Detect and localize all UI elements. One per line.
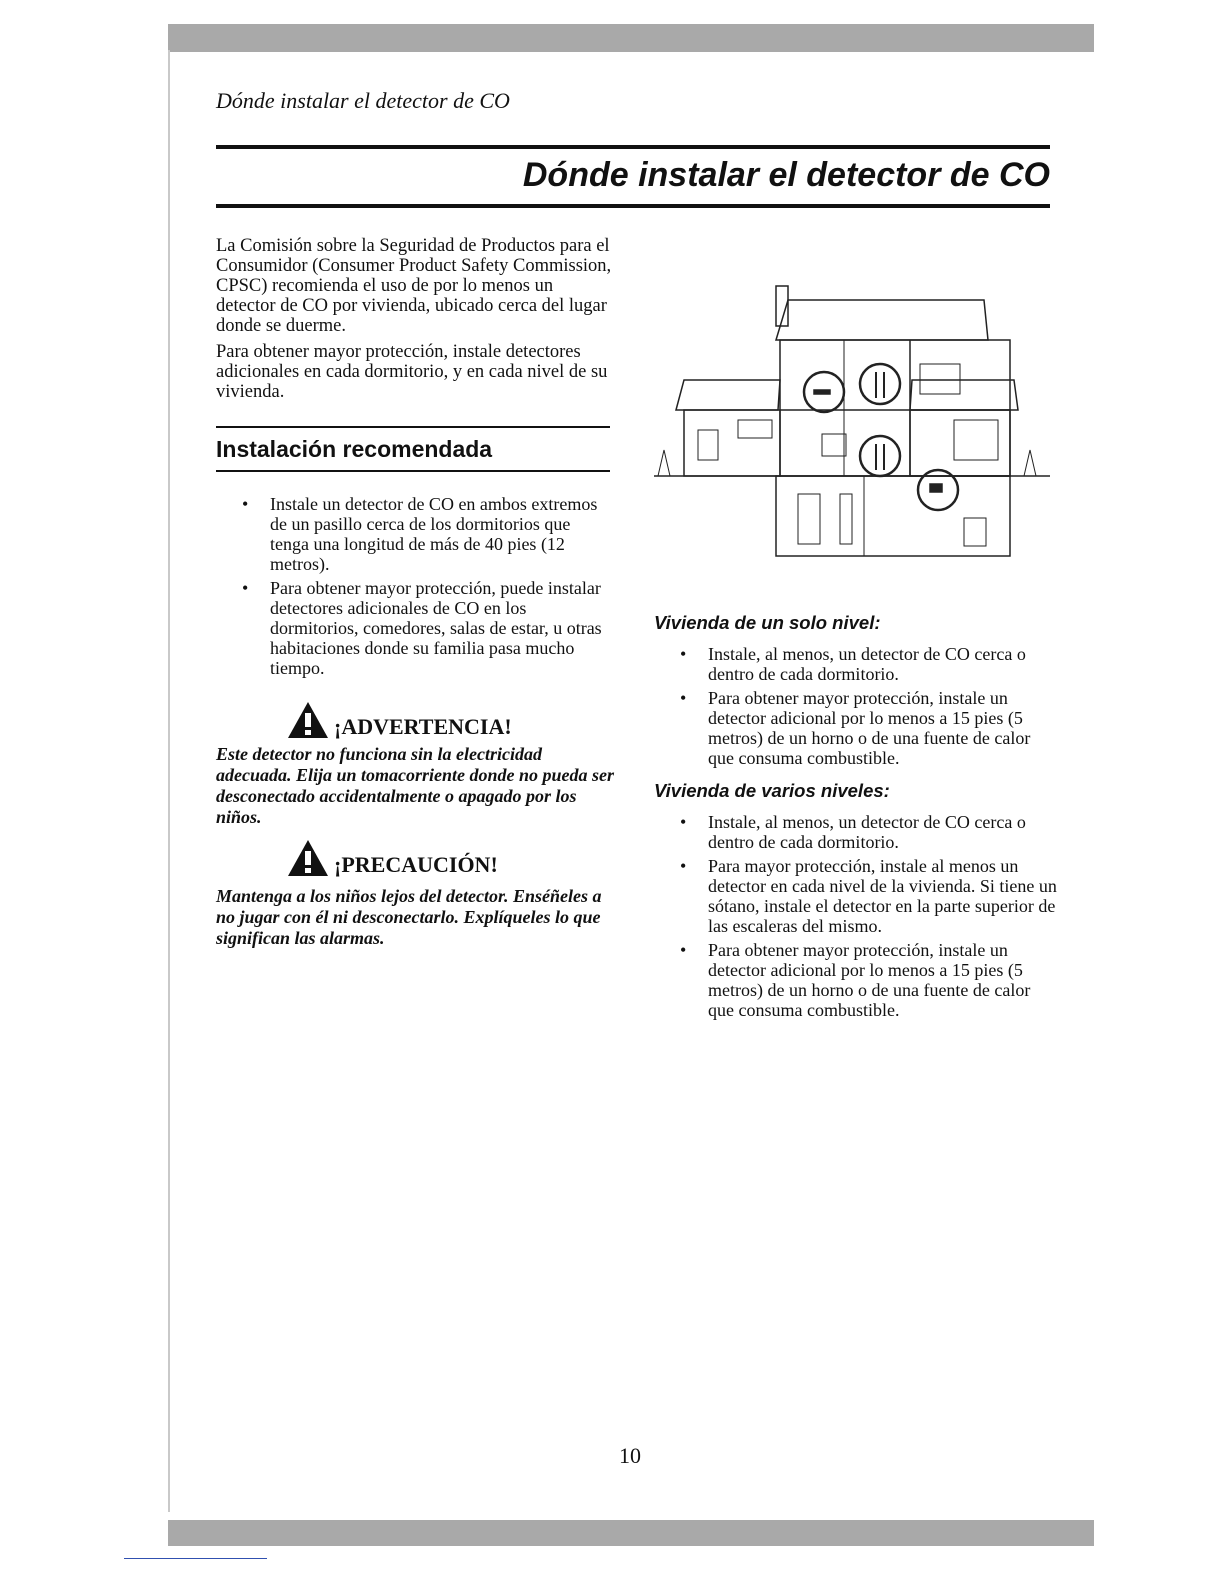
detector-icon — [860, 364, 900, 404]
list-item: • Instale, al menos, un detector de CO cerca o dentro de cada dormitorio. — [680, 644, 1026, 684]
bottom-blue-line — [124, 1558, 267, 1559]
intro-paragraph-1: La Comisión sobre la Seguridad de Productos para el Consumidor (Consumer Product Safety Commission, CPSC) recomienda el uso de por lo menos un detector de CO por vivienda, ubicado cerca del lugar donde se duerme. — [216, 236, 612, 336]
intro-text — [216, 236, 616, 408]
bullet: • — [242, 578, 249, 598]
running-head: Dónde instalar el detector de CO — [216, 88, 510, 113]
house-cutaway-illustration — [654, 280, 1050, 580]
caution-text: Mantenga a los niños lejos del detector. Enséñeles a no jugar con él ni desconectarlo. Explíqueles lo que significan las alarmas. — [216, 886, 602, 948]
page-title: Dónde instalar el detector de CO — [522, 156, 1050, 194]
list-item: • Para obtener mayor protección, puede instalar detectores adicionales de CO en los dormitorios, comedores, salas de estar, u otras habitaciones donde su familia pasa mucho tiempo. — [242, 578, 602, 678]
top-gray-bar — [168, 24, 1094, 52]
caution-title — [286, 838, 498, 878]
caution-triangle-icon — [286, 838, 330, 878]
page-number: 10 — [619, 1443, 641, 1468]
bullet: • — [680, 644, 687, 664]
bullet: • — [680, 940, 687, 960]
detector-icon — [860, 436, 900, 476]
list-item: • Para mayor protección, instale al menos un detector en cada nivel de la vivienda. Si tiene un sótano, instale el detector en la parte superior de las escaleras del mismo. — [680, 856, 1057, 936]
warning-title-text: ¡ADVERTENCIA! — [334, 714, 512, 739]
single-level-list — [680, 644, 1060, 772]
left-margin-rule — [168, 50, 170, 1512]
recommended-list — [242, 494, 612, 682]
section-heading-recommended: Instalación recomendada — [216, 436, 493, 462]
left-roof — [676, 380, 780, 410]
bullet: • — [680, 856, 687, 876]
upper-floors — [780, 340, 1010, 476]
title-rule-top — [216, 145, 1050, 149]
bullet: • — [242, 494, 249, 514]
list-item: • Para obtener mayor protección, instale un detector adicional por lo menos a 15 pies (5 metros) de un horno o de una fuente de calor que consuma combustible. — [680, 940, 1031, 1020]
list-item: • Para obtener mayor protección, instale un detector adicional por lo menos a 15 pies (5 metros) de un horno o de una fuente de calor que consuma combustible. — [680, 688, 1031, 768]
bullet: • — [680, 812, 687, 832]
main-roof — [776, 300, 988, 340]
bottom-gray-bar — [168, 1520, 1094, 1546]
warning-text: Este detector no funciona sin la electricidad adecuada. Elija un tomacorriente donde no pueda ser desconectado accidentalmente o apagado por los niños. — [216, 744, 615, 827]
caution-title-text: ¡PRECAUCIÓN! — [334, 852, 498, 877]
multi-level-list — [680, 812, 1060, 1024]
warning-title — [286, 700, 512, 740]
section-rule-bottom — [216, 470, 610, 472]
subheading-multi-level: Vivienda de varios niveles: — [654, 780, 890, 801]
section-rule-top — [216, 426, 610, 428]
bullet: • — [680, 688, 687, 708]
warning-triangle-icon — [286, 700, 330, 740]
list-item: • Instale un detector de CO en ambos extremos de un pasillo cerca de los dormitorios que tenga una longitud de más de 40 pies (12 metros). — [242, 494, 598, 574]
title-rule-bottom — [216, 204, 1050, 208]
list-item: • Instale, al menos, un detector de CO cerca o dentro de cada dormitorio. — [680, 812, 1026, 852]
intro-paragraph-2: Para obtener mayor protección, instale detectores adicionales en cada dormitorio, y en cada nivel de su vivienda. — [216, 342, 608, 402]
right-roof — [910, 380, 1018, 410]
subheading-single-level: Vivienda de un solo nivel: — [654, 612, 881, 633]
